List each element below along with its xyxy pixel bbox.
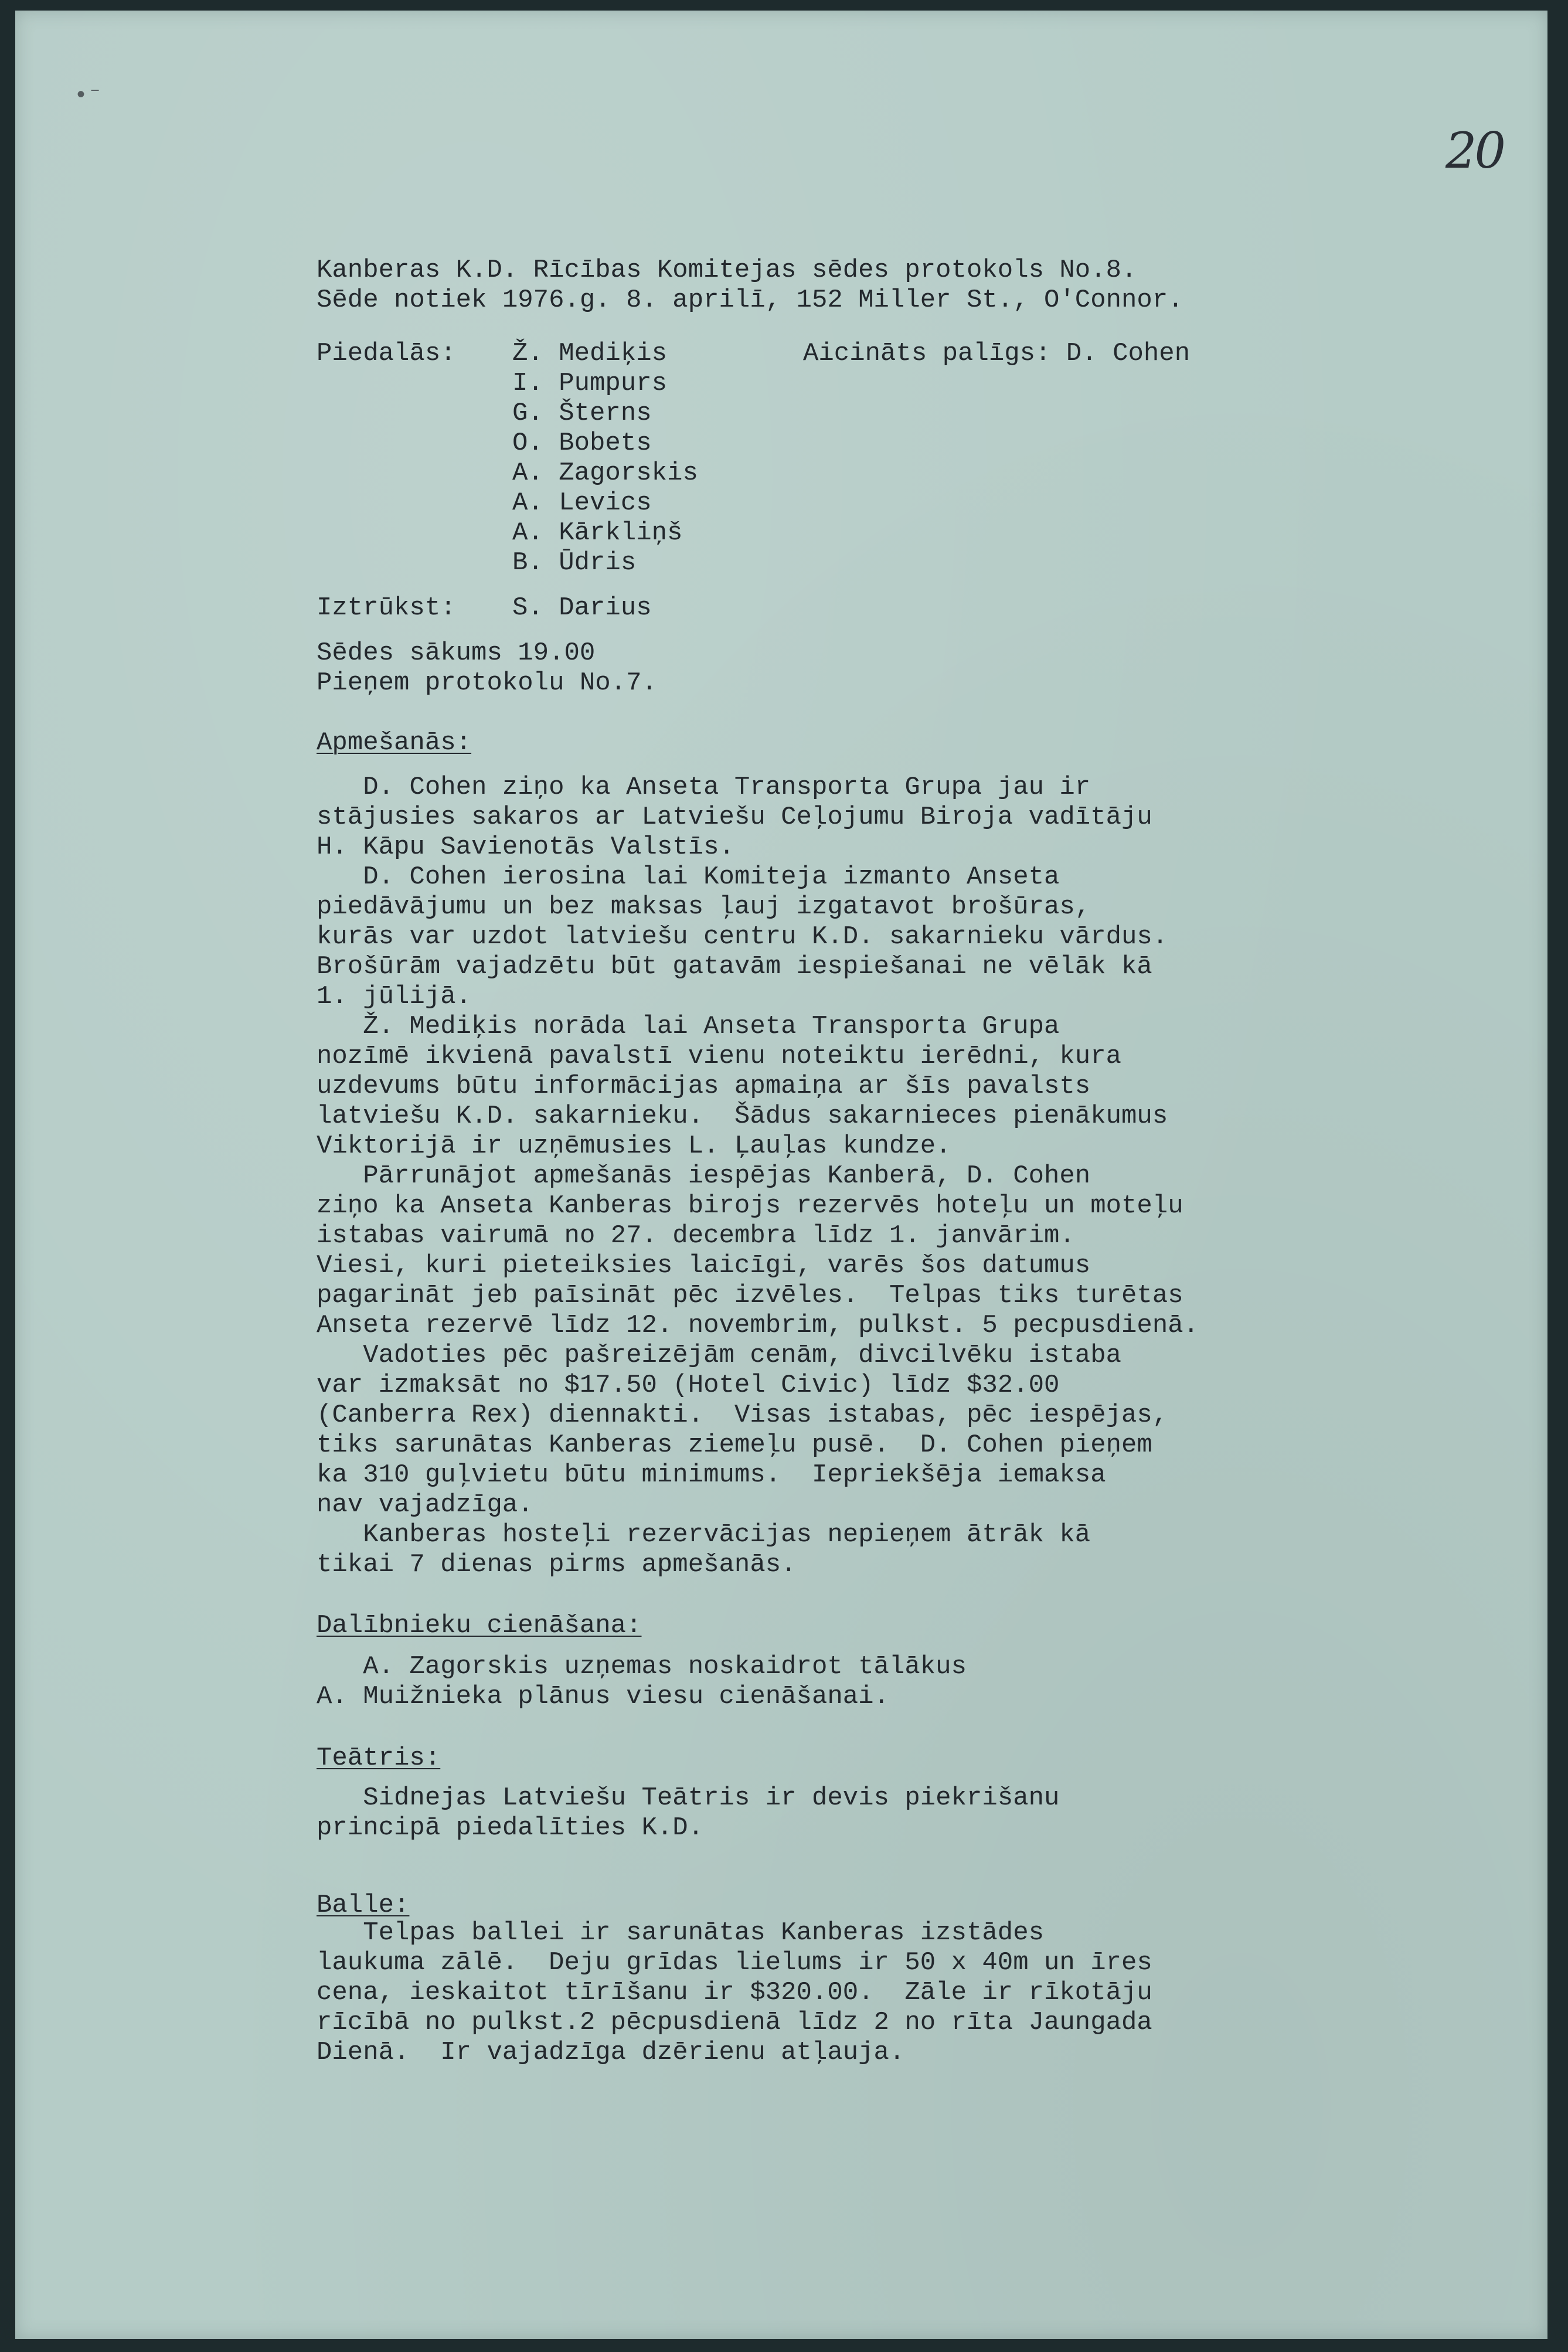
text-line: 1. jūlijā.: [317, 982, 472, 1011]
text-line: piedāvājumu un bez maksas ļauj izgatavot brošūras,: [317, 892, 1091, 922]
attendee-name: Ž. Mediķis: [512, 339, 668, 368]
text-line: A. Muižnieka plānus viesu cienāšanai.: [317, 1682, 889, 1711]
text-line: var izmaksāt no $17.50 (Hotel Civic) līdz $32.00: [317, 1371, 1060, 1400]
text-line: nav vajadzīga.: [317, 1490, 533, 1520]
text-line: D. Cohen ierosina lai Komiteja izmanto Anseta: [317, 862, 1060, 892]
text-line: (Canberra Rex) diennakti. Visas istabas, pēc iespējas,: [317, 1401, 1168, 1430]
text-line: Sidnejas Latviešu Teātris ir devis piekrišanu: [317, 1783, 1060, 1813]
attendee-name: B. Ūdris: [512, 548, 637, 577]
text-line: tiks sarunātas Kanberas ziemeļu pusē. D. Cohen pieņem: [317, 1430, 1152, 1460]
text-line: latviešu K.D. sakarnieku. Šādus sakarnieces pienākumus: [317, 1102, 1168, 1131]
text-line: Viktorijā ir uzņēmusies L. Ļauļas kundze.: [317, 1131, 951, 1161]
text-line: pagarināt jeb paīsināt pēc izvēles. Telpas tiks turētas: [317, 1281, 1183, 1310]
text-line: D. Cohen ziņo ka Anseta Transporta Grupa jau ir: [317, 773, 1091, 802]
minutes-approval: Pieņem protokolu No.7.: [317, 668, 657, 698]
document-page: [15, 11, 1547, 2339]
text-line: cena, ieskaitot tīrīšanu ir $320.00. Zāle ir rīkotāju: [317, 1978, 1152, 2007]
attendee-name: A. Levics: [512, 488, 652, 518]
attendee-name: O. Bobets: [512, 429, 652, 458]
text-line: Pārrunājot apmešanās iespējas Kanberā, D. Cohen: [317, 1161, 1091, 1191]
section-heading-hospitality: Dalībnieku cienāšana:: [317, 1611, 642, 1640]
text-line: H. Kāpu Savienotās Valstīs.: [317, 832, 734, 862]
text-line: stājusies sakaros ar Latviešu Ceļojumu Biroja vadītāju: [317, 803, 1152, 832]
document-title-line2: Sēde notiek 1976.g. 8. aprilī, 152 Miller St., O'Connor.: [317, 285, 1183, 315]
text-line: Vadoties pēc pašreizējām cenām, divcilvēku istaba: [317, 1341, 1122, 1370]
absent-label: Iztrūkst:: [317, 593, 456, 623]
text-line: principā piedalīties K.D.: [317, 1813, 704, 1843]
text-line: ziņo ka Anseta Kanberas birojs rezervēs hoteļu un moteļu: [317, 1191, 1183, 1221]
text-line: Dienā. Ir vajadzīga dzērienu atļauja.: [317, 2038, 905, 2067]
text-line: rīcībā no pulkst.2 pēcpusdienā līdz 2 no rīta Jaungada: [317, 2008, 1152, 2037]
text-line: Viesi, kuri pieteiksies laicīgi, varēs šos datumus: [317, 1251, 1091, 1280]
attendee-name: A. Kārkliņš: [512, 518, 683, 548]
text-line: uzdevums būtu informācijas apmaiņa ar šīs pavalsts: [317, 1072, 1091, 1101]
corner-mark: •⁻: [74, 83, 103, 110]
attendee-name: G. Šterns: [512, 399, 652, 428]
text-line: A. Zagorskis uzņemas noskaidrot tālākus: [317, 1652, 967, 1681]
text-line: Kanberas hosteļi rezervācijas nepieņem ātrāk kā: [317, 1520, 1091, 1549]
document-title-line1: Kanberas K.D. Rīcības Komitejas sēdes protokols No.8.: [317, 256, 1137, 285]
attendee-name: I. Pumpurs: [512, 369, 668, 398]
text-line: ka 310 guļvietu būtu minimums. Iepriekšēja iemaksa: [317, 1460, 1106, 1490]
section-heading-accommodation: Apmešanās:: [317, 728, 472, 757]
invited-assistant: Aicināts palīgs: D. Cohen: [803, 339, 1191, 368]
text-line: Anseta rezervē līdz 12. novembrim, pulkst. 5 pecpusdienā.: [317, 1311, 1199, 1340]
text-line: laukuma zālē. Deju grīdas lielums ir 50 x 40m un īres: [317, 1948, 1152, 1977]
page-number: 20: [1445, 122, 1504, 179]
text-line: Brošūrām vajadzētu būt gatavām iespiešanai ne vēlāk kā: [317, 952, 1152, 981]
text-line: kurās var uzdot latviešu centru K.D. sakarnieku vārdus.: [317, 922, 1168, 951]
text-line: Ž. Mediķis norāda lai Anseta Transporta Grupa: [317, 1012, 1060, 1041]
attendee-name: A. Zagorskis: [512, 458, 698, 488]
text-line: nozīmē ikvienā pavalstī vienu noteiktu ierēdni, kura: [317, 1042, 1122, 1071]
absent-name: S. Darius: [512, 593, 652, 623]
meeting-start: Sēdes sākums 19.00: [317, 638, 596, 668]
section-heading-theatre: Teātris:: [317, 1743, 441, 1773]
present-label: Piedalās:: [317, 339, 456, 368]
section-heading-ball: Balle:: [317, 1891, 410, 1920]
text-line: Telpas ballei ir sarunātas Kanberas izstādes: [317, 1918, 1045, 1947]
text-line: istabas vairumā no 27. decembra līdz 1. janvārim.: [317, 1221, 1075, 1250]
text-line: tikai 7 dienas pirms apmešanās.: [317, 1550, 797, 1579]
